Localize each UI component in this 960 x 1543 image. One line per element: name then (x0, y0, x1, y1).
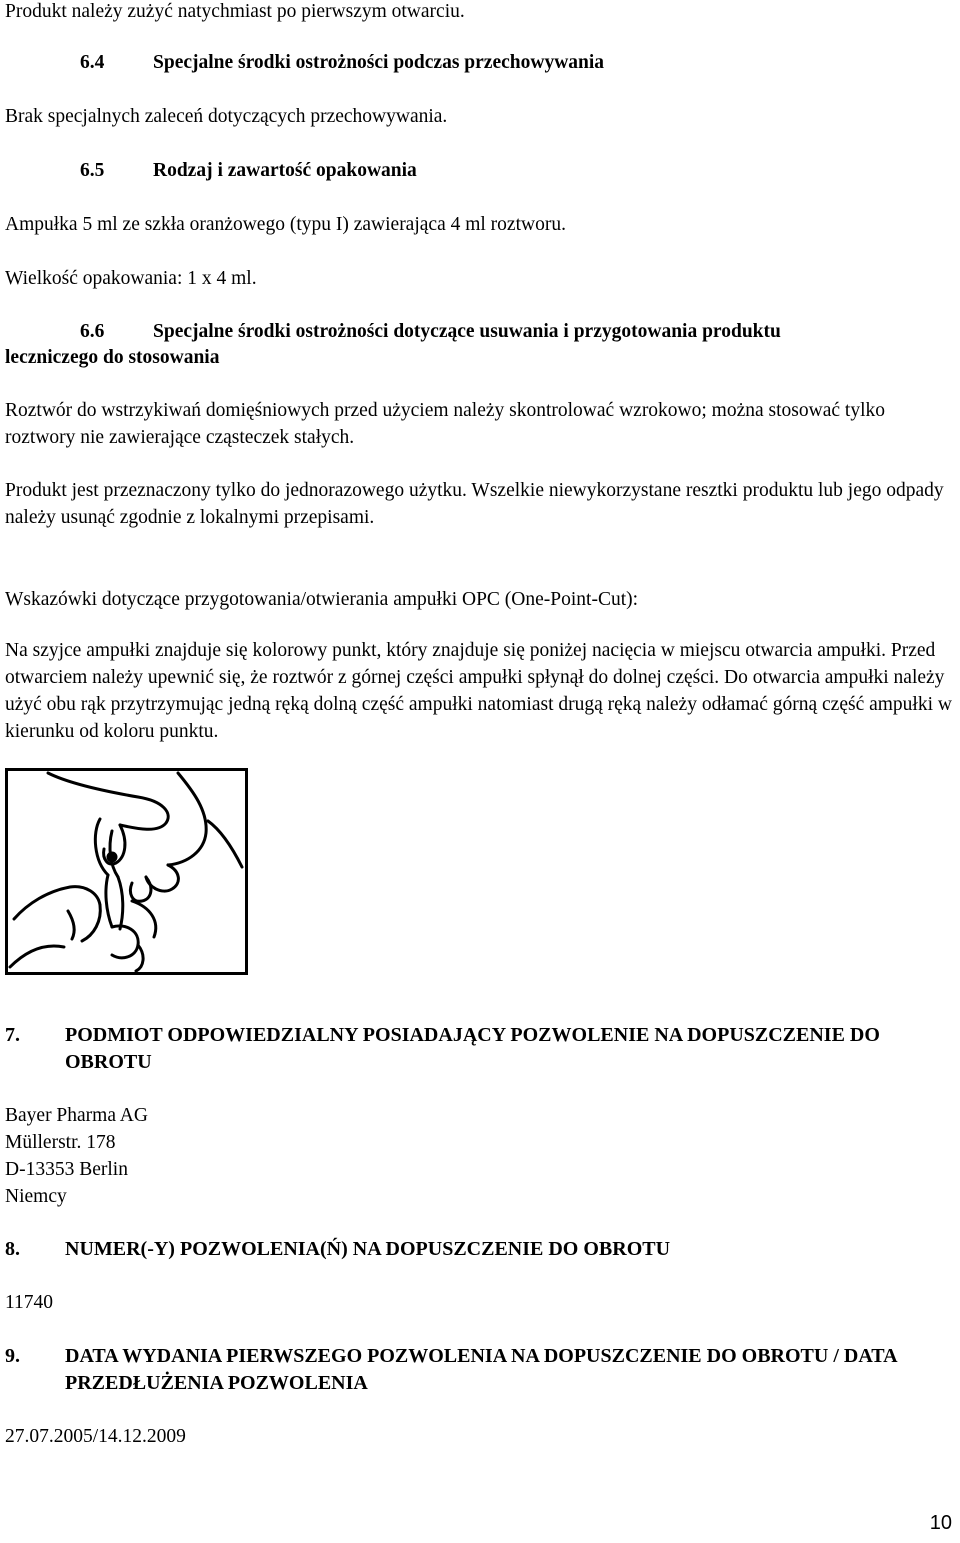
section-6-6-title-line2: leczniczego do stosowania (5, 347, 220, 368)
authorization-number: 11740 (5, 1292, 54, 1313)
ampoule-opening-illustration (5, 768, 248, 975)
address-line-1: Bayer Pharma AG (5, 1105, 148, 1126)
section-7-title: PODMIOT ODPOWIEDZIALNY POSIADAJĄCY POZWOLENIE NA DOPUSZCZENIE DO OBROTU (65, 1024, 880, 1073)
page-number: 10 (929, 1512, 952, 1534)
section-6-6-para1: Roztwór do wstrzykiwań domięśniowych przed użyciem należy skontrolować wzrokowo; można stosować tylko roztwory nie zawierające cząsteczek stałych. (5, 400, 885, 448)
section-6-6-number: 6.6 (80, 321, 105, 342)
opc-heading: Wskazówki dotyczące przygotowania/otwierania ampułki OPC (One-Point-Cut): (5, 589, 639, 610)
section-7-number: 7. (5, 1024, 20, 1046)
authorization-dates: 27.07.2005/14.12.2009 (5, 1426, 186, 1447)
section-6-4-text: Brak specjalnych zaleceń dotyczących przechowywania. (5, 106, 448, 127)
section-9-title: DATA WYDANIA PIERWSZEGO POZWOLENIA NA DOPUSZCZENIE DO OBROTU / DATA PRZEDŁUŻENIA POZWOLENIA (65, 1345, 897, 1394)
section-6-5-title: Rodzaj i zawartość opakowania (153, 160, 417, 181)
section-6-6-title-line1: Specjalne środki ostrożności dotyczące usuwania i przygotowania produktu (153, 321, 781, 342)
section-6-4-title: Specjalne środki ostrożności podczas przechowywania (153, 52, 605, 73)
address-line-4: Niemcy (5, 1186, 67, 1207)
section-9-number: 9. (5, 1345, 20, 1367)
top-line: Produkt należy zużyć natychmiast po pierwszym otwarciu. (5, 1, 465, 22)
section-6-5-number: 6.5 (80, 160, 105, 181)
section-6-5-line2: Wielkość opakowania: 1 x 4 ml. (5, 268, 257, 289)
section-8-title: NUMER(-Y) POZWOLENIA(Ń) NA DOPUSZCZENIE DO OBROTU (65, 1238, 671, 1260)
section-8-number: 8. (5, 1238, 20, 1260)
section-6-4-number: 6.4 (80, 52, 105, 73)
address-line-3: D-13353 Berlin (5, 1159, 128, 1180)
hands-breaking-ampoule-icon (8, 771, 245, 972)
section-6-5-line1: Ampułka 5 ml ze szkła oranżowego (typu I) zawierająca 4 ml roztworu. (5, 214, 566, 235)
section-6-6-para2: Produkt jest przeznaczony tylko do jednorazowego użytku. Wszelkie niewykorzystane resztki produktu lub jego odpady należy usunąć zgodnie z lokalnymi przepisami. (5, 480, 944, 528)
address-line-2: Müllerstr. 178 (5, 1132, 116, 1153)
opc-text: Na szyjce ampułki znajduje się kolorowy punkt, który znajduje się poniżej nacięcia w miejscu otwarcia ampułki. Przed otwarciem należy upewnić się, że roztwór z górnej części ampułki spłynął do dolnej części. Do otwarcia ampułki należy użyć obu rąk przytrzymując jedną ręką dolną część ampułki natomiast drugą ręką należy odłamać górną część ampułki w kierunku od koloru punktu. (5, 640, 952, 742)
